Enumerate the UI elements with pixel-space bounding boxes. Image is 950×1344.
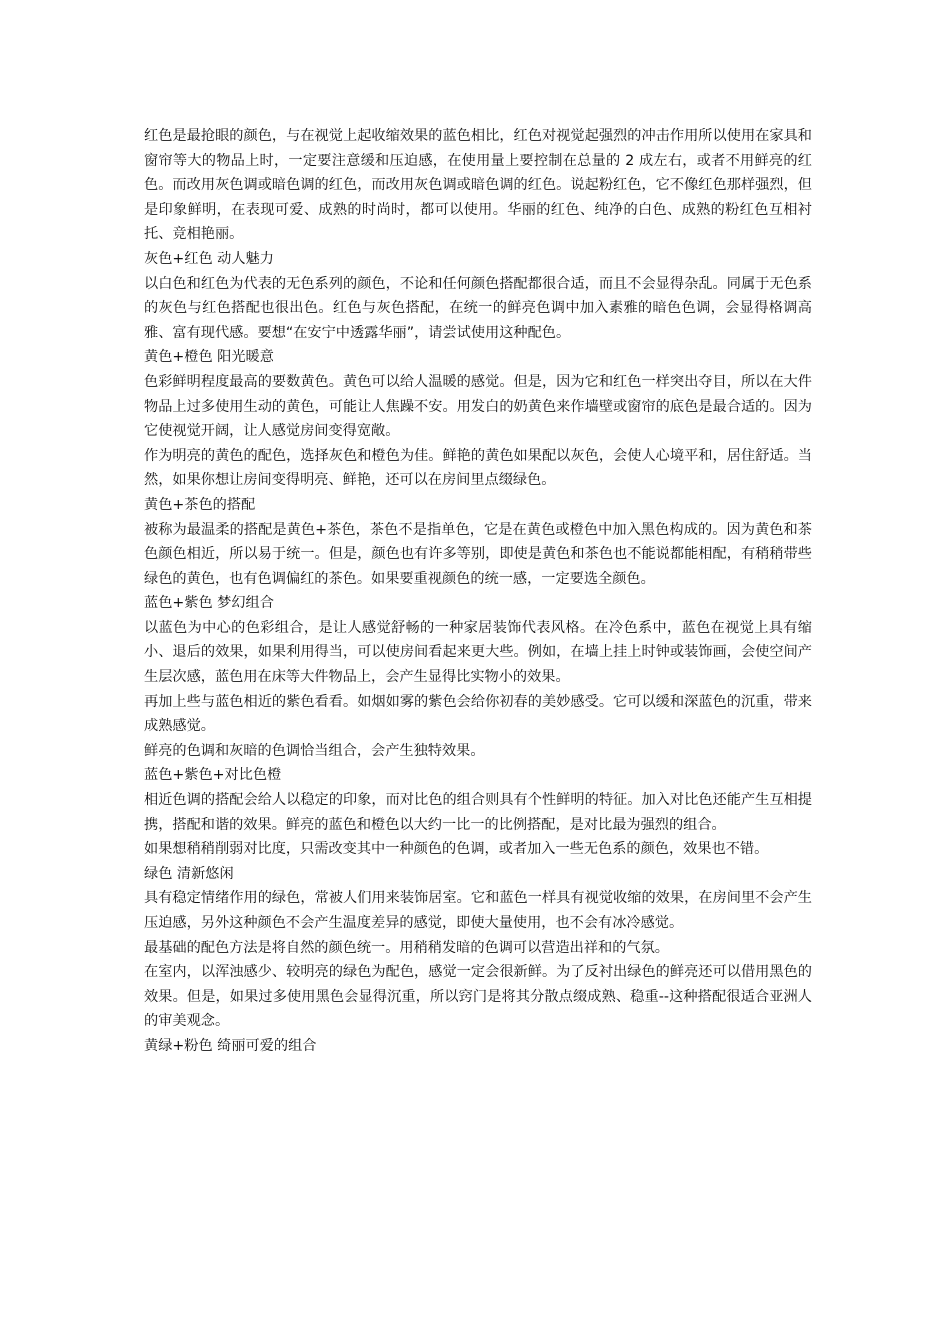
- paragraph-yellow-brown: 被称为最温柔的搭配是黄色+茶色，茶色不是指单色，它是在黄色或橙色中加入黑色构成的。因为黄色和茶色颜色相近，所以易于统一。但是，颜色也有许多等别，即使是黄色和茶色也不能说都能相配，有稍稍带些绿色的黄色，也有色调偏红的茶色。如果要重视颜色的统一感，一定要选全颜色。: [144, 521, 812, 587]
- heading-blue-purple: 蓝色+紫色 梦幻组合: [144, 595, 274, 612]
- heading-green: 绿色 清新悠闲: [144, 865, 234, 882]
- heading-yellow-orange: 黄色+橙色 阳光暖意: [144, 349, 274, 366]
- paragraph-purple: 再加上些与蓝色相近的紫色看看。如烟如雾的紫色会给你初春的美妙感受。它可以缓和深蓝色的沉重，带来成熟感觉。: [144, 693, 812, 735]
- paragraph-contrast-soften: 如果想稍稍削弱对比度，只需改变其中一种颜色的色调，或者加入一些无色系的颜色，效果也不错。: [144, 841, 769, 858]
- paragraph-green-indoor: 在室内，以浑浊感少、较明亮的绿色为配色，感觉一定会很新鲜。为了反衬出绿色的鲜亮还可以借用黑色的效果。但是，如果过多使用黑色会显得沉重，所以窍门是将其分散点缀成熟、稳重--这种搭配很适合亚洲人的审美观念。: [144, 964, 812, 1030]
- heading-yellowgreen-pink: 黄绿+粉色 绮丽可爱的组合: [144, 1037, 317, 1054]
- paragraph-green-basic: 最基础的配色方法是将自然的颜色统一。用稍稍发暗的色调可以营造出祥和的气氛。: [144, 939, 669, 956]
- paragraph-gray-red: 以白色和红色为代表的无色系列的颜色，不论和任何颜色搭配都很合适，而且不会显得杂乱。同属于无色系的灰色与红色搭配也很出色。红色与灰色搭配，在统一的鲜亮色调中加入素雅的暗色色调，会显得格调高雅、富有现代感。要想“在安宁中透露华丽”，请尝试使用这种配色。: [144, 275, 812, 341]
- paragraph-yellow-match: 作为明亮的黄色的配色，选择灰色和橙色为佳。鲜艳的黄色如果配以灰色，会使人心境平和，居住舒适。当然，如果你想让房间变得明亮、鲜艳，还可以在房间里点缀绿色。: [144, 447, 812, 489]
- paragraph-blue: 以蓝色为中心的色彩组合，是让人感觉舒畅的一种家居装饰代表风格。在冷色系中，蓝色在视觉上具有缩小、退后的效果，如果利用得当，可以使房间看起来更大些。例如，在墙上挂上时钟或装饰画，会使空间产生层次感，蓝色用在床等大件物品上，会产生显得比实物小的效果。: [144, 619, 812, 686]
- paragraph-contrast: 相近色调的搭配会给人以稳定的印象，而对比色的组合则具有个性鲜明的特征。加入对比色还能产生互相提携，搭配和谐的效果。鲜亮的蓝色和橙色以大约一比一的比例搭配，是对比最为强烈的组合。: [144, 792, 812, 833]
- heading-gray-red: 灰色+红色 动人魅力: [144, 250, 274, 267]
- paragraph-tone-combo: 鲜亮的色调和灰暗的色调恰当组合，会产生独特效果。: [144, 742, 485, 759]
- paragraph-red-intro: 红色是最抢眼的颜色，与在视觉上起收缩效果的蓝色相比，红色对视觉起强烈的冲击作用所以使用在家具和窗帘等大的物品上时，一定要注意缓和压迫感，在使用量上要控制在总量的 2 成左右，或者不用鲜亮的红色。而改用灰色调或暗色调的红色，而改用灰色调或暗色调的红色。说起粉红色，它不像红色那样强烈，但是印象鲜明，在表现可爱、成熟的时尚时，都可以使用。华丽的红色、纯净的白色、成熟的粉红色互相衬托、竞相艳丽。: [144, 128, 812, 243]
- paragraph-green: 具有稳定情绪作用的绿色，常被人们用来装饰居室。它和蓝色一样具有视觉收缩的效果，在房间里不会产生压迫感，另外这种颜色不会产生温度差异的感觉，即使大量使用，也不会有冰冷感觉。: [144, 890, 812, 931]
- paragraph-yellow: 色彩鲜明程度最高的要数黄色。黄色可以给人温暖的感觉。但是，因为它和红色一样突出夺目，所以在大件物品上过多使用生动的黄色，可能让人焦躁不安。用发白的奶黄色来作墙壁或窗帘的底色是最合适的。因为它使视觉开阔，让人感觉房间变得宽敞。: [144, 373, 812, 440]
- heading-blue-purple-orange: 蓝色+紫色+对比色橙: [144, 767, 282, 784]
- document-body: [144, 124, 812, 1059]
- heading-yellow-brown: 黄色+茶色的搭配: [144, 496, 256, 513]
